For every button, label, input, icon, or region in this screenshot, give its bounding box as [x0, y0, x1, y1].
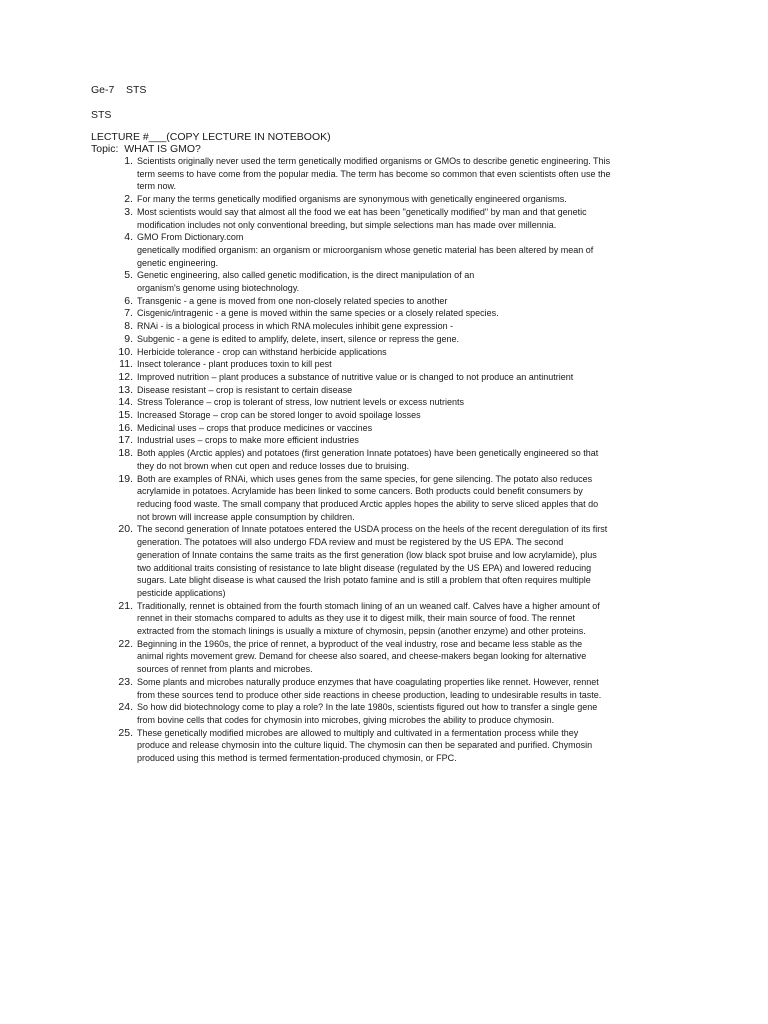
item-text: Traditionally, rennet is obtained from the fourth stomach lining of an un weaned calf. Calves have a higher amount of rennet in their stomachs compared to adults as they use it to digest milk, their main source of food. The rennet extracted from the stomach linings is usually a mixture of chymosin, pepsin (another enzyme) and other proteins. [137, 600, 600, 637]
list-item [91, 269, 681, 294]
list-item [91, 206, 681, 231]
item-text: Genetic engineering, also called genetic modification, is the direct manipulation of an organism's genome using biotechnology. [137, 270, 475, 294]
item-number: 13. [118, 383, 133, 396]
item-text: Beginning in the 1960s, the price of rennet, a byproduct of the veal industry, rose and became less stable as the animal rights movement grew. Demand for cheese also soared, and cheese-makers began looking for alternative sources of rennet from plants and microbes. [137, 638, 587, 675]
item-number: 24. [118, 701, 133, 714]
item-number: 20. [118, 523, 133, 536]
list-item [91, 346, 681, 359]
item-text: Industrial uses – crops to make more efficient industries [137, 435, 359, 446]
item-text: Insect tolerance - plant produces toxin to kill pest [137, 359, 332, 370]
item-number: 8. [124, 320, 133, 333]
list-item [91, 523, 681, 599]
item-number: 6. [124, 294, 133, 307]
item-number: 10. [118, 345, 133, 358]
list-item [91, 422, 681, 435]
item-number: 2. [124, 193, 133, 206]
item-text: Herbicide tolerance - crop can withstand herbicide applications [137, 346, 387, 357]
item-number: 1. [124, 155, 133, 167]
item-text: Transgenic - a gene is moved from one non-closely related species to another [137, 295, 448, 306]
list-item [91, 358, 681, 371]
item-text: Improved nutrition – plant produces a substance of nutritive value or is changed to not produce an antinutrient [137, 371, 574, 382]
list-item [91, 295, 681, 308]
list-item [91, 320, 681, 333]
item-number: 21. [118, 599, 133, 612]
item-text: Scientists originally never used the term genetically modified organisms or GMOs to describe genetic engineering. This term seems to have come from the popular media. The term has become so common that even scientists often use the term now. [137, 156, 611, 192]
course-heading: Ge-7 STS [91, 84, 147, 96]
list-item [91, 701, 681, 726]
item-number: 14. [118, 396, 133, 409]
list-item [91, 193, 681, 206]
item-text: The second generation of Innate potatoes entered the USDA process on the heels of the recent deregulation of its first generation. The potatoes will also undergo FDA review and must be registered by the US EPA. The second generation of Innate contains the same traits as the first generation (low black spot bruise and low acrylamide), plus two additional traits consisting of resistance to late blight disease (regulated by the US EPA) and lowered reducing sugars. Late blight disease is what caused the Irish potato famine and is still a problem that often requires multiple pesticide applications) [137, 524, 608, 598]
numbered-list [91, 155, 681, 765]
list-item [91, 447, 681, 472]
item-text: Some plants and microbes naturally produce enzymes that have coagulating properties like rennet. However, rennet from these sources tend to produce other side reactions in cheese production, leading to undesirable results in taste. [137, 676, 602, 700]
item-number: 7. [124, 307, 133, 320]
item-number: 23. [118, 675, 133, 688]
item-number: 5. [124, 269, 133, 282]
item-number: 19. [118, 472, 133, 485]
list-item [91, 727, 681, 765]
item-number: 4. [124, 231, 133, 244]
item-number: 3. [124, 205, 133, 218]
item-text: Most scientists would say that almost all the food we eat has been "genetically modified" by man and that genetic modification includes not only conventional breeding, but simple selections man has made over millennia. [137, 206, 587, 230]
list-item [91, 638, 681, 676]
item-number: 16. [118, 421, 133, 434]
item-text: For many the terms genetically modified organisms are synonymous with genetically engineered organisms. [137, 194, 567, 205]
item-text: Increased Storage – crop can be stored longer to avoid spoilage losses [137, 410, 421, 421]
list-item [91, 473, 681, 524]
list-item [91, 396, 681, 409]
item-text: Medicinal uses – crops that produce medicines or vaccines [137, 422, 373, 433]
item-text: Stress Tolerance – crop is tolerant of stress, low nutrient levels or excess nutrients [137, 397, 464, 408]
list-item [91, 676, 681, 701]
item-number: 9. [124, 332, 133, 345]
item-text: These genetically modified microbes are allowed to multiply and cultivated in a fermentation process while they produce and release chymosin into the culture liquid. The chymosin can then be separated and purified. Chymosin produced using this method is termed fermentation-produced chymosin, or FPC. [137, 727, 593, 764]
list-item [91, 231, 681, 269]
item-text: Cisgenic/intragenic - a gene is moved within the same species or a closely related species. [137, 308, 499, 319]
item-number: 15. [118, 409, 133, 422]
item-text: Subgenic - a gene is edited to amplify, delete, insert, silence or repress the gene. [137, 333, 460, 344]
item-text: GMO From Dictionary.com genetically modified organism: an organism or microorganism whose genetic material has been altered by mean of genetic engineering. [137, 232, 594, 268]
list-item [91, 384, 681, 397]
item-text: Both apples (Arctic apples) and potatoes (first generation Innate potatoes) have been genetically engineered so that they do not brown when cut open and reduce losses due to bruising. [137, 448, 599, 471]
subject-heading: STS [91, 109, 112, 121]
item-text: So how did biotechnology come to play a role? In the late 1980s, scientists figured out how to transfer a single gene from bovine cells that codes for chymosin into microbes, giving microbes the ability to produce chymosin. [137, 702, 598, 725]
list-item [91, 409, 681, 422]
list-item [91, 434, 681, 447]
item-text: RNAi - is a biological process in which RNA molecules inhibit gene expression - [137, 321, 454, 332]
list-item [91, 371, 681, 384]
topic-heading: Topic: WHAT IS GMO? [91, 143, 201, 155]
item-number: 12. [118, 370, 133, 383]
list-item [91, 307, 681, 320]
lecture-heading: LECTURE #___(COPY LECTURE IN NOTEBOOK) [91, 131, 331, 143]
list-item [91, 333, 681, 346]
item-number: 22. [118, 637, 133, 650]
item-text: Disease resistant – crop is resistant to certain disease [137, 384, 353, 395]
item-text: Both are examples of RNAi, which uses genes from the same species, for gene silencing. The potato also reduces acrylamide in potatoes. Acrylamide has been linked to some cancers. Both products could benefit consumers by reducing food waste. The small company that produced Arctic apples hopes the ability to serve sliced apples that do not brown will increase apple consumption by children. [137, 473, 599, 522]
item-number: 17. [118, 434, 133, 447]
item-number: 11. [119, 358, 133, 371]
item-number: 25. [118, 726, 133, 739]
list-item [91, 600, 681, 638]
item-number: 18. [118, 447, 133, 460]
list-item [91, 155, 681, 193]
